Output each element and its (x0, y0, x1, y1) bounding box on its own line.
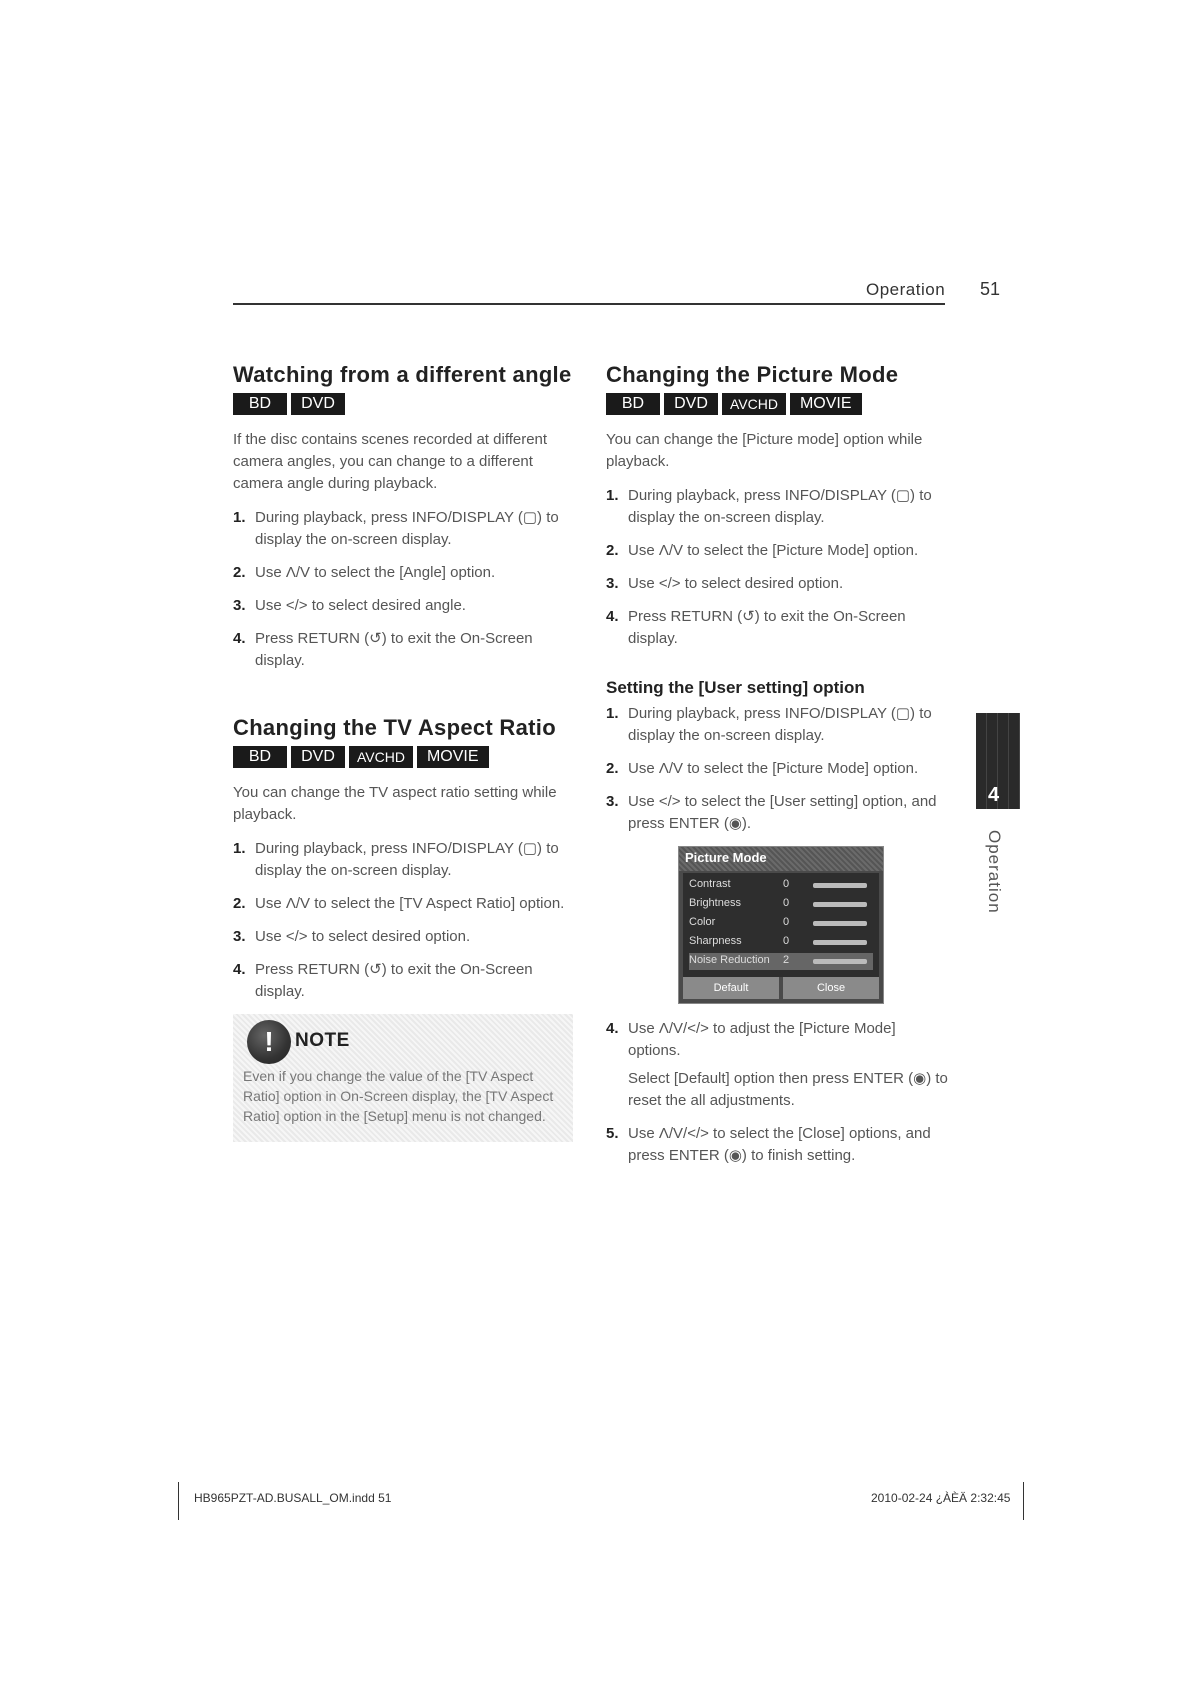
picture-step: 4. Press RETURN (↺) to exit the On-Screen display. (606, 608, 906, 647)
aspect-intro: You can change the TV aspect ratio setting while playback. (233, 784, 557, 823)
aspect-step: 1. During playback, press INFO/DISPLAY (▢) to display the on-screen display. (233, 840, 559, 879)
user-step: 1. During playback, press INFO/DISPLAY (▢) to display the on-screen display. (606, 705, 932, 744)
osd-row-sharpness[interactable]: Sharpness 0 (689, 934, 873, 951)
aspect-step: 4. Press RETURN (↺) to exit the On-Screen display. (233, 961, 533, 1000)
picture-step: 2. Use Λ/V to select the [Picture Mode] option. (606, 542, 919, 559)
exclamation-icon: ! (247, 1020, 291, 1064)
slider-bar (813, 940, 867, 945)
note-box (233, 1014, 573, 1142)
footer-timestamp: 2010-02-24 ¿ÀÈÄ 2:32:45 (871, 1491, 1011, 1505)
angle-steps (233, 507, 573, 672)
picture-step: 3. Use </> to select desired option. (606, 575, 844, 592)
user-steps (606, 703, 951, 835)
aspect-step: 3. Use </> to select desired option. (233, 928, 471, 945)
badge-dvd: DVD (291, 393, 345, 415)
slider-bar (813, 883, 867, 888)
osd-row-color[interactable]: Color 0 (689, 915, 873, 932)
badge-avchd: AVCHD (349, 746, 413, 768)
left-column (233, 360, 573, 1142)
section-title-aspect: Changing the TV Aspect Ratio (233, 715, 556, 740)
slider-bar (813, 921, 867, 926)
picture-step: 1. During playback, press INFO/DISPLAY (▢) to display the on-screen display. (606, 487, 932, 526)
angle-step: 1. During playback, press INFO/DISPLAY (▢) to display the on-screen display. (233, 509, 559, 548)
user-step: 4. Use Λ/V/</> to adjust the [Picture Mode] options. Select [Default] option then press ENTER (◉) to reset the all adjustments. (606, 1020, 948, 1109)
badge-dvd: DVD (291, 746, 345, 768)
header-rule (233, 303, 945, 305)
badge-bd: BD (233, 393, 287, 415)
angle-step: 3. Use </> to select desired angle. (233, 597, 466, 614)
badge-avchd: AVCHD (722, 393, 786, 415)
badge-movie: MOVIE (417, 746, 489, 768)
note-title: NOTE (295, 1030, 350, 1051)
note-text: Even if you change the value of the [TV Aspect Ratio] option in On-Screen display, the [TV Aspect Ratio] option in the [Setup] menu is not changed. (243, 1068, 554, 1124)
slider-bar (813, 959, 867, 964)
angle-step: 2. Use Λ/V to select the [Angle] option. (233, 564, 496, 581)
picture-intro: You can change the [Picture mode] option while playback. (606, 431, 923, 470)
right-column (606, 360, 951, 1178)
osd-row-brightness[interactable]: Brightness 0 (689, 896, 873, 913)
picture-mode-osd (678, 846, 884, 1004)
osd-close-button[interactable]: Close (783, 977, 879, 999)
slider-bar (813, 902, 867, 907)
section-title-angle: Watching from a different angle (233, 362, 572, 387)
user-step: 2. Use Λ/V to select the [Picture Mode] option. (606, 760, 919, 777)
aspect-step: 2. Use Λ/V to select the [TV Aspect Ratio] option. (233, 895, 565, 912)
section-title-picture: Changing the Picture Mode (606, 362, 899, 387)
crop-mark (178, 1482, 179, 1520)
running-header-section: Operation (866, 280, 946, 299)
chapter-label: Operation (985, 830, 1004, 914)
crop-mark (1023, 1482, 1024, 1520)
disc-badges-aspect (233, 746, 573, 768)
aspect-steps (233, 838, 573, 1003)
user-steps-continued (606, 1018, 951, 1167)
disc-badges-angle (233, 393, 573, 415)
user-step: 3. Use </> to select the [User setting] option, and press ENTER (◉). (606, 793, 937, 832)
angle-intro: If the disc contains scenes recorded at different camera angles, you can change to a different camera angle during playback. (233, 431, 548, 492)
badge-bd: BD (233, 746, 287, 768)
badge-bd: BD (606, 393, 660, 415)
badge-movie: MOVIE (790, 393, 862, 415)
user-step: 5. Use Λ/V/</> to select the [Close] options, and press ENTER (◉) to finish setting. (606, 1125, 931, 1164)
chapter-number: 4 (988, 784, 1000, 806)
osd-row-contrast[interactable]: Contrast 0 (689, 877, 873, 894)
disc-badges-picture (606, 393, 951, 415)
footer-filename: HB965PZT-AD.BUSALL_OM.indd 51 (194, 1491, 392, 1505)
picture-steps (606, 485, 951, 650)
angle-step: 4. Press RETURN (↺) to exit the On-Screen display. (233, 630, 533, 669)
osd-default-button[interactable]: Default (683, 977, 779, 999)
badge-dvd: DVD (664, 393, 718, 415)
osd-title: Picture Mode (685, 850, 767, 865)
osd-row-noise-reduction[interactable]: Noise Reduction 2 (689, 953, 873, 970)
subsection-title-user-setting: Setting the [User setting] option (606, 678, 865, 697)
chapter-tab (976, 713, 1020, 809)
page-number: 51 (980, 279, 1001, 299)
